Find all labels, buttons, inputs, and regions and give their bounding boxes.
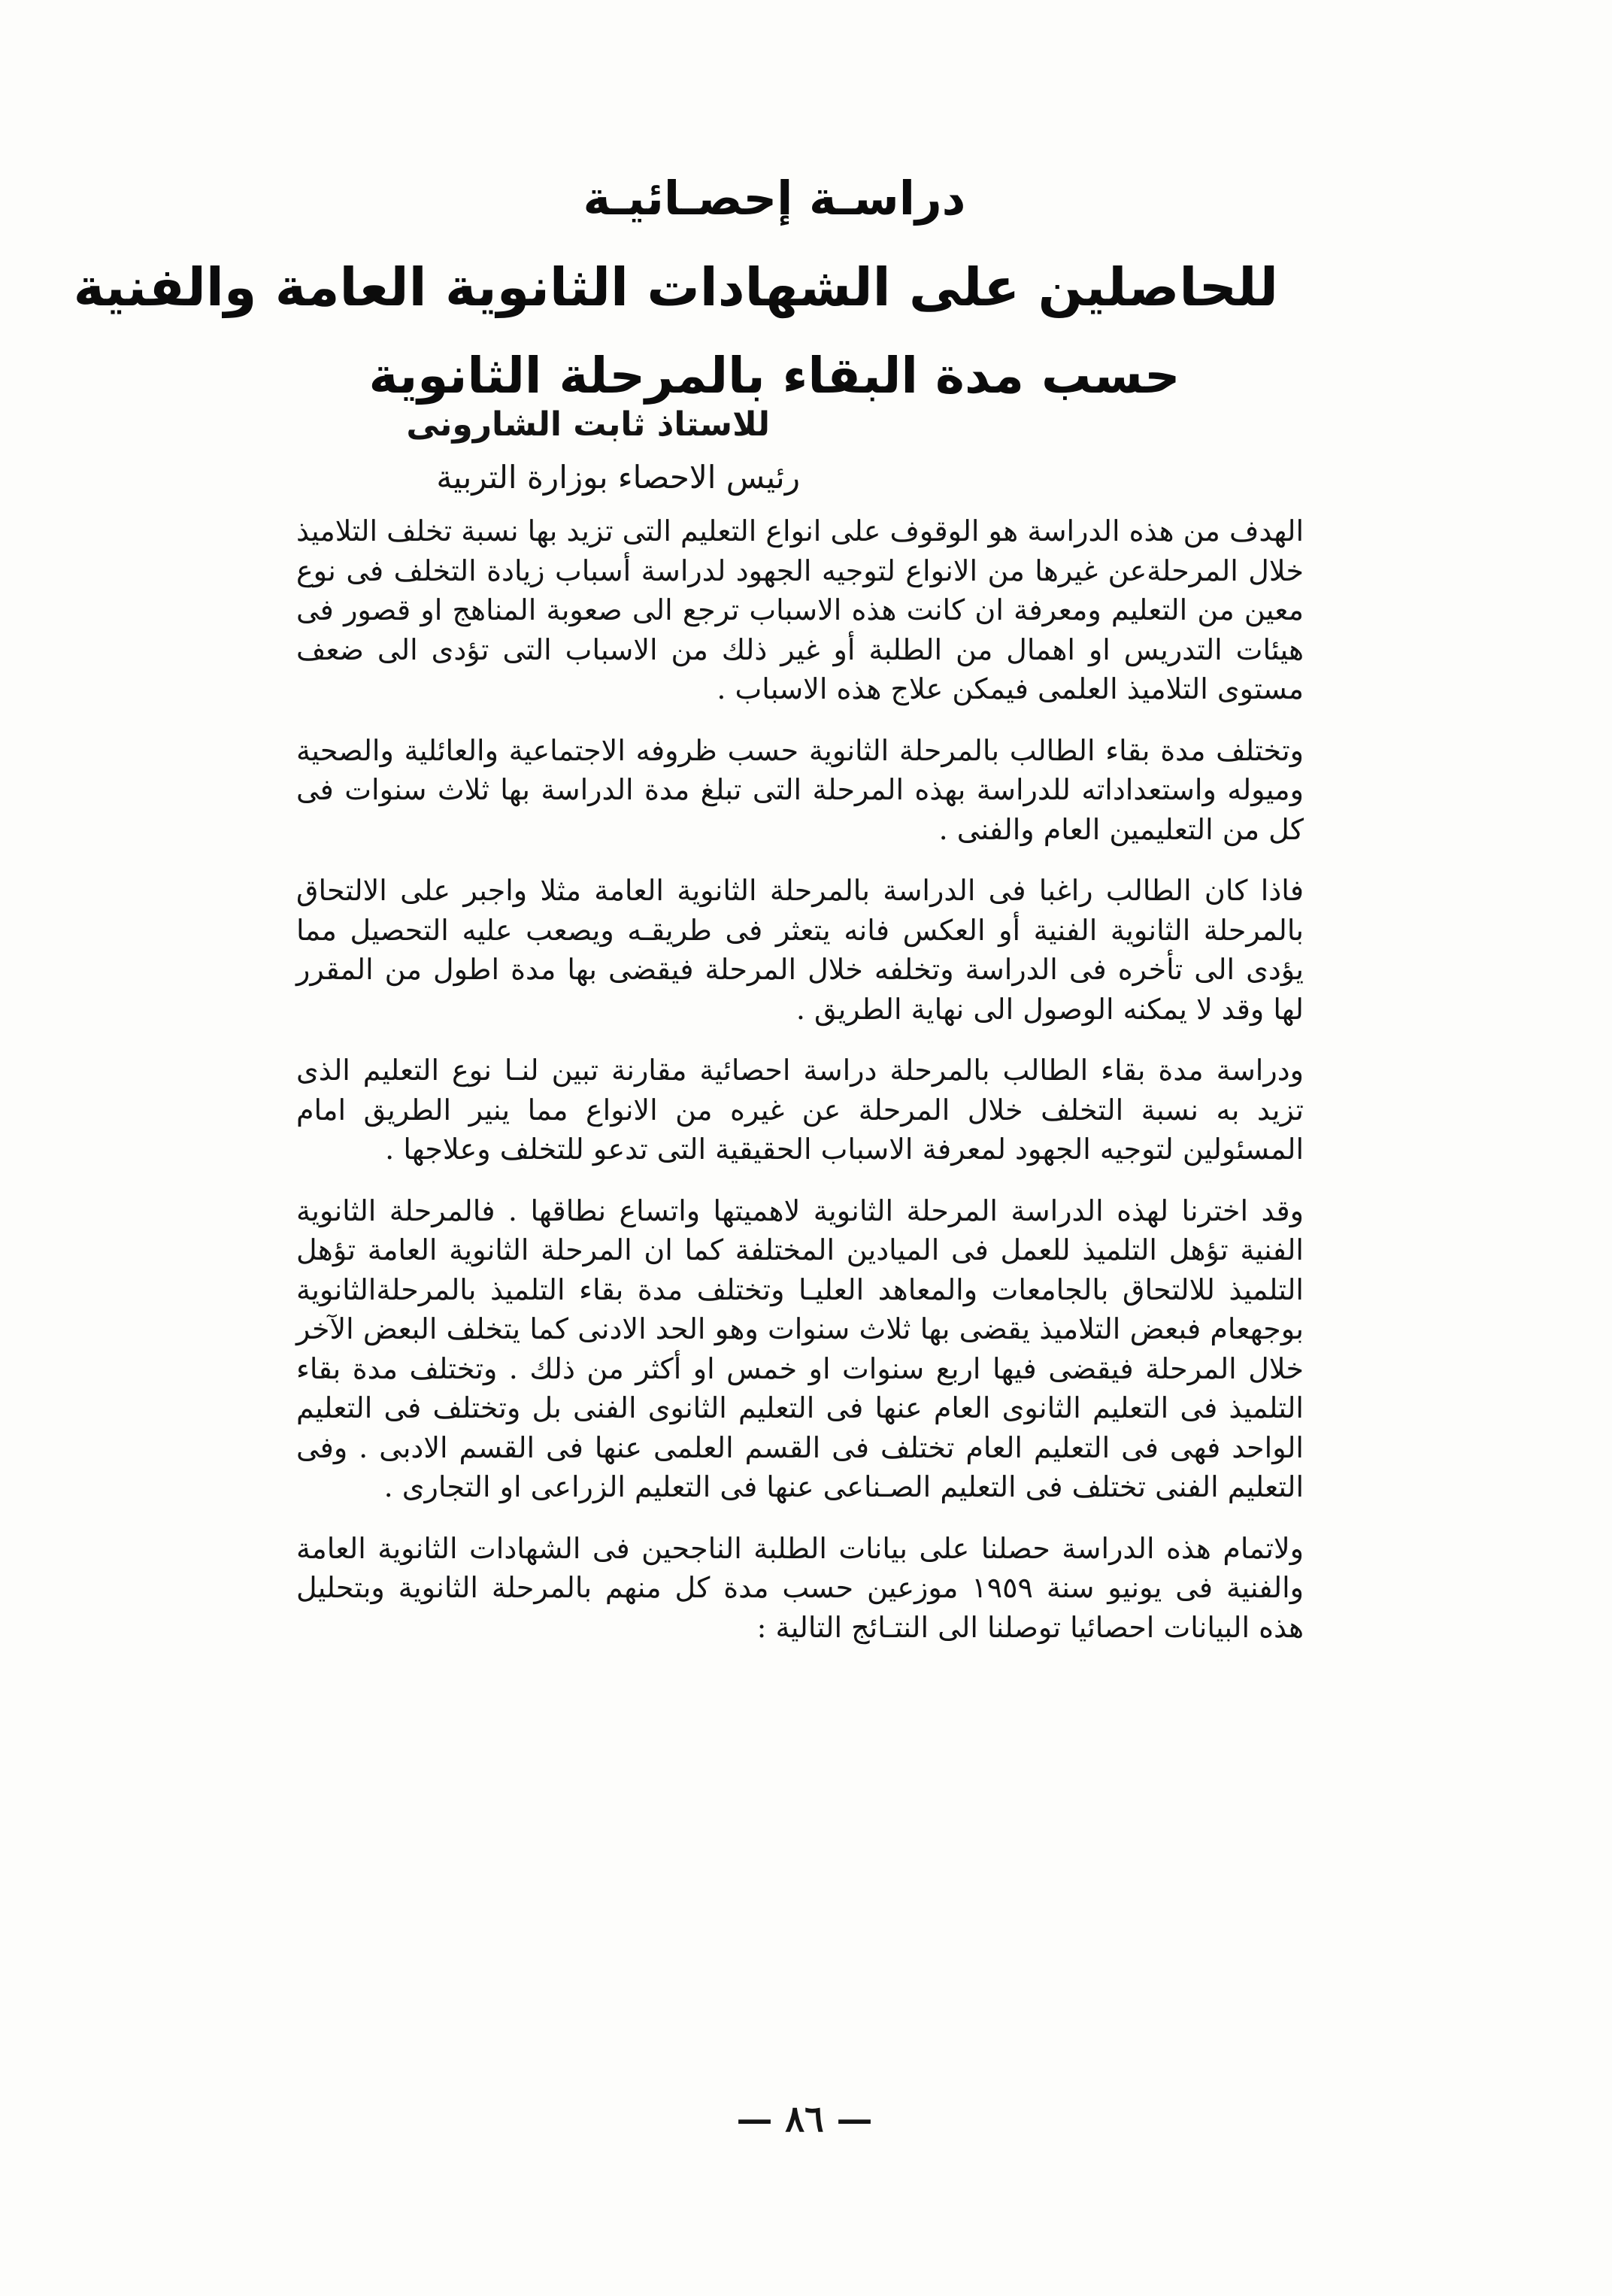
paragraph: ولاتمام هذه الدراسة حصلنا على بيانات الطلبة الناجحين فى الشهادات الثانوية العامة والفنية فى يونيو سنة ١٩٥٩ موزعين حسب مدة كل منهم بالمرحلة الثانوية وبتحليل هذه البيانات احصائيا توصلنا الى النتـائج التالية : <box>296 1531 1304 1644</box>
article-body <box>296 511 1304 1669</box>
paragraph: وتختلف مدة بقاء الطالب بالمرحلة الثانوية حسب ظروفه الاجتماعية والعائلية والصحية وميوله واستعداداته للدراسة بهذه المرحلة التى تبلغ مدة الدراسة بها ثلاث سنوات فى كل من التعليمين العام والفنى . <box>296 733 1304 846</box>
paragraph: فاذا كان الطالب راغبا فى الدراسة بالمرحلة الثانوية العامة مثلا واجبر على الالتحاق بالمرحلة الثانوية الفنية أو العكس فانه يتعثر فى طريقـه ويصعب عليه التحصيل مما يؤدى الى تأخره فى الدراسة وتخلفه خلال المرحلة فيقضى بها مدة اطول من المقرر لها وقد لا يمكنه الوصول الى نهاية الطريق . <box>296 874 1304 1026</box>
paragraph: وقد اخترنا لهذه الدراسة المرحلة الثانوية لاهميتها واتساع نطاقها . فالمرحلة الثانوية الفنية تؤهل التلميذ للعمل فى الميادين المختلفة كما ان المرحلة الثانوية العامة تؤهل التلميذ للالتحاق بالجامعات والمعاهد العليـا وتختلف مدة بقاء التلميذ بالمرحلةالثانوية بوجهعام فبعض التلاميذ يقضى بها ثلاث سنوات وهو الحد الادنى كما يتخلف البعض الآخر خلال المرحلة فيقضى فيها اربع سنوات او خمس او أكثر من ذلك . وتختلف مدة بقاء التلميذ فى التعليم الثانوى العام عنها فى التعليم الثانوى الفنى بل وتختلف فى التعليم الواحد فهى فى التعليم العام تختلف فى القسم العلمى عنها فى القسم الادبى . وفى التعليم الفنى تختلف فى التعليم الصـناعى عنها فى التعليم الزراعى او التجارى . <box>296 1193 1304 1503</box>
page-number: — ٨٦ — <box>736 2098 873 2140</box>
paragraph: ودراسة مدة بقاء الطالب بالمرحلة دراسة احصائية مقارنة تبين لنـا نوع التعليم الذى تزيد به نسبة التخلف خلال المرحلة عن غيره من الانواع مما ينير الطريق امام المسئولين لتوجيه الجهود لمعرفة الاسباب الحقيقية التى تدعو للتخلف وعلاجها . <box>296 1054 1304 1166</box>
author-name: للاستاذ ثابت الشارونى <box>406 405 770 444</box>
title-line-1: دراسـة إحصـائيـة <box>583 171 966 226</box>
article-title <box>73 154 1278 420</box>
author-byline <box>259 399 800 504</box>
paragraph: الهدف من هذه الدراسة هو الوقوف على انواع التعليم التى تزيد بها نسبة تخلف التلاميذ خلال المرحلةعن غيرها من الانواع لتوجيه الجهود لدراسة أسباب زيادة التخلف فى نوع معين من التعليم ومعرفة ان كانت هذه الاسباب ترجع الى صعوبة المناهج او قصور فى هيئات التدريس او اهمال من الطلبة أو غير ذلك من الاسباب التى تؤدى الى ضعف مستوى التلاميذ العلمى فيمكن علاج هذه الاسباب . <box>296 514 1304 705</box>
title-line-3: حسب مدة البقاء بالمرحلة الثانوية <box>368 347 1180 405</box>
title-line-2: للحاصلين على الشهادات الثانوية العامة والفنية <box>73 256 1278 318</box>
author-role: رئيس الاحصاء بوزارة التربية <box>436 459 800 496</box>
